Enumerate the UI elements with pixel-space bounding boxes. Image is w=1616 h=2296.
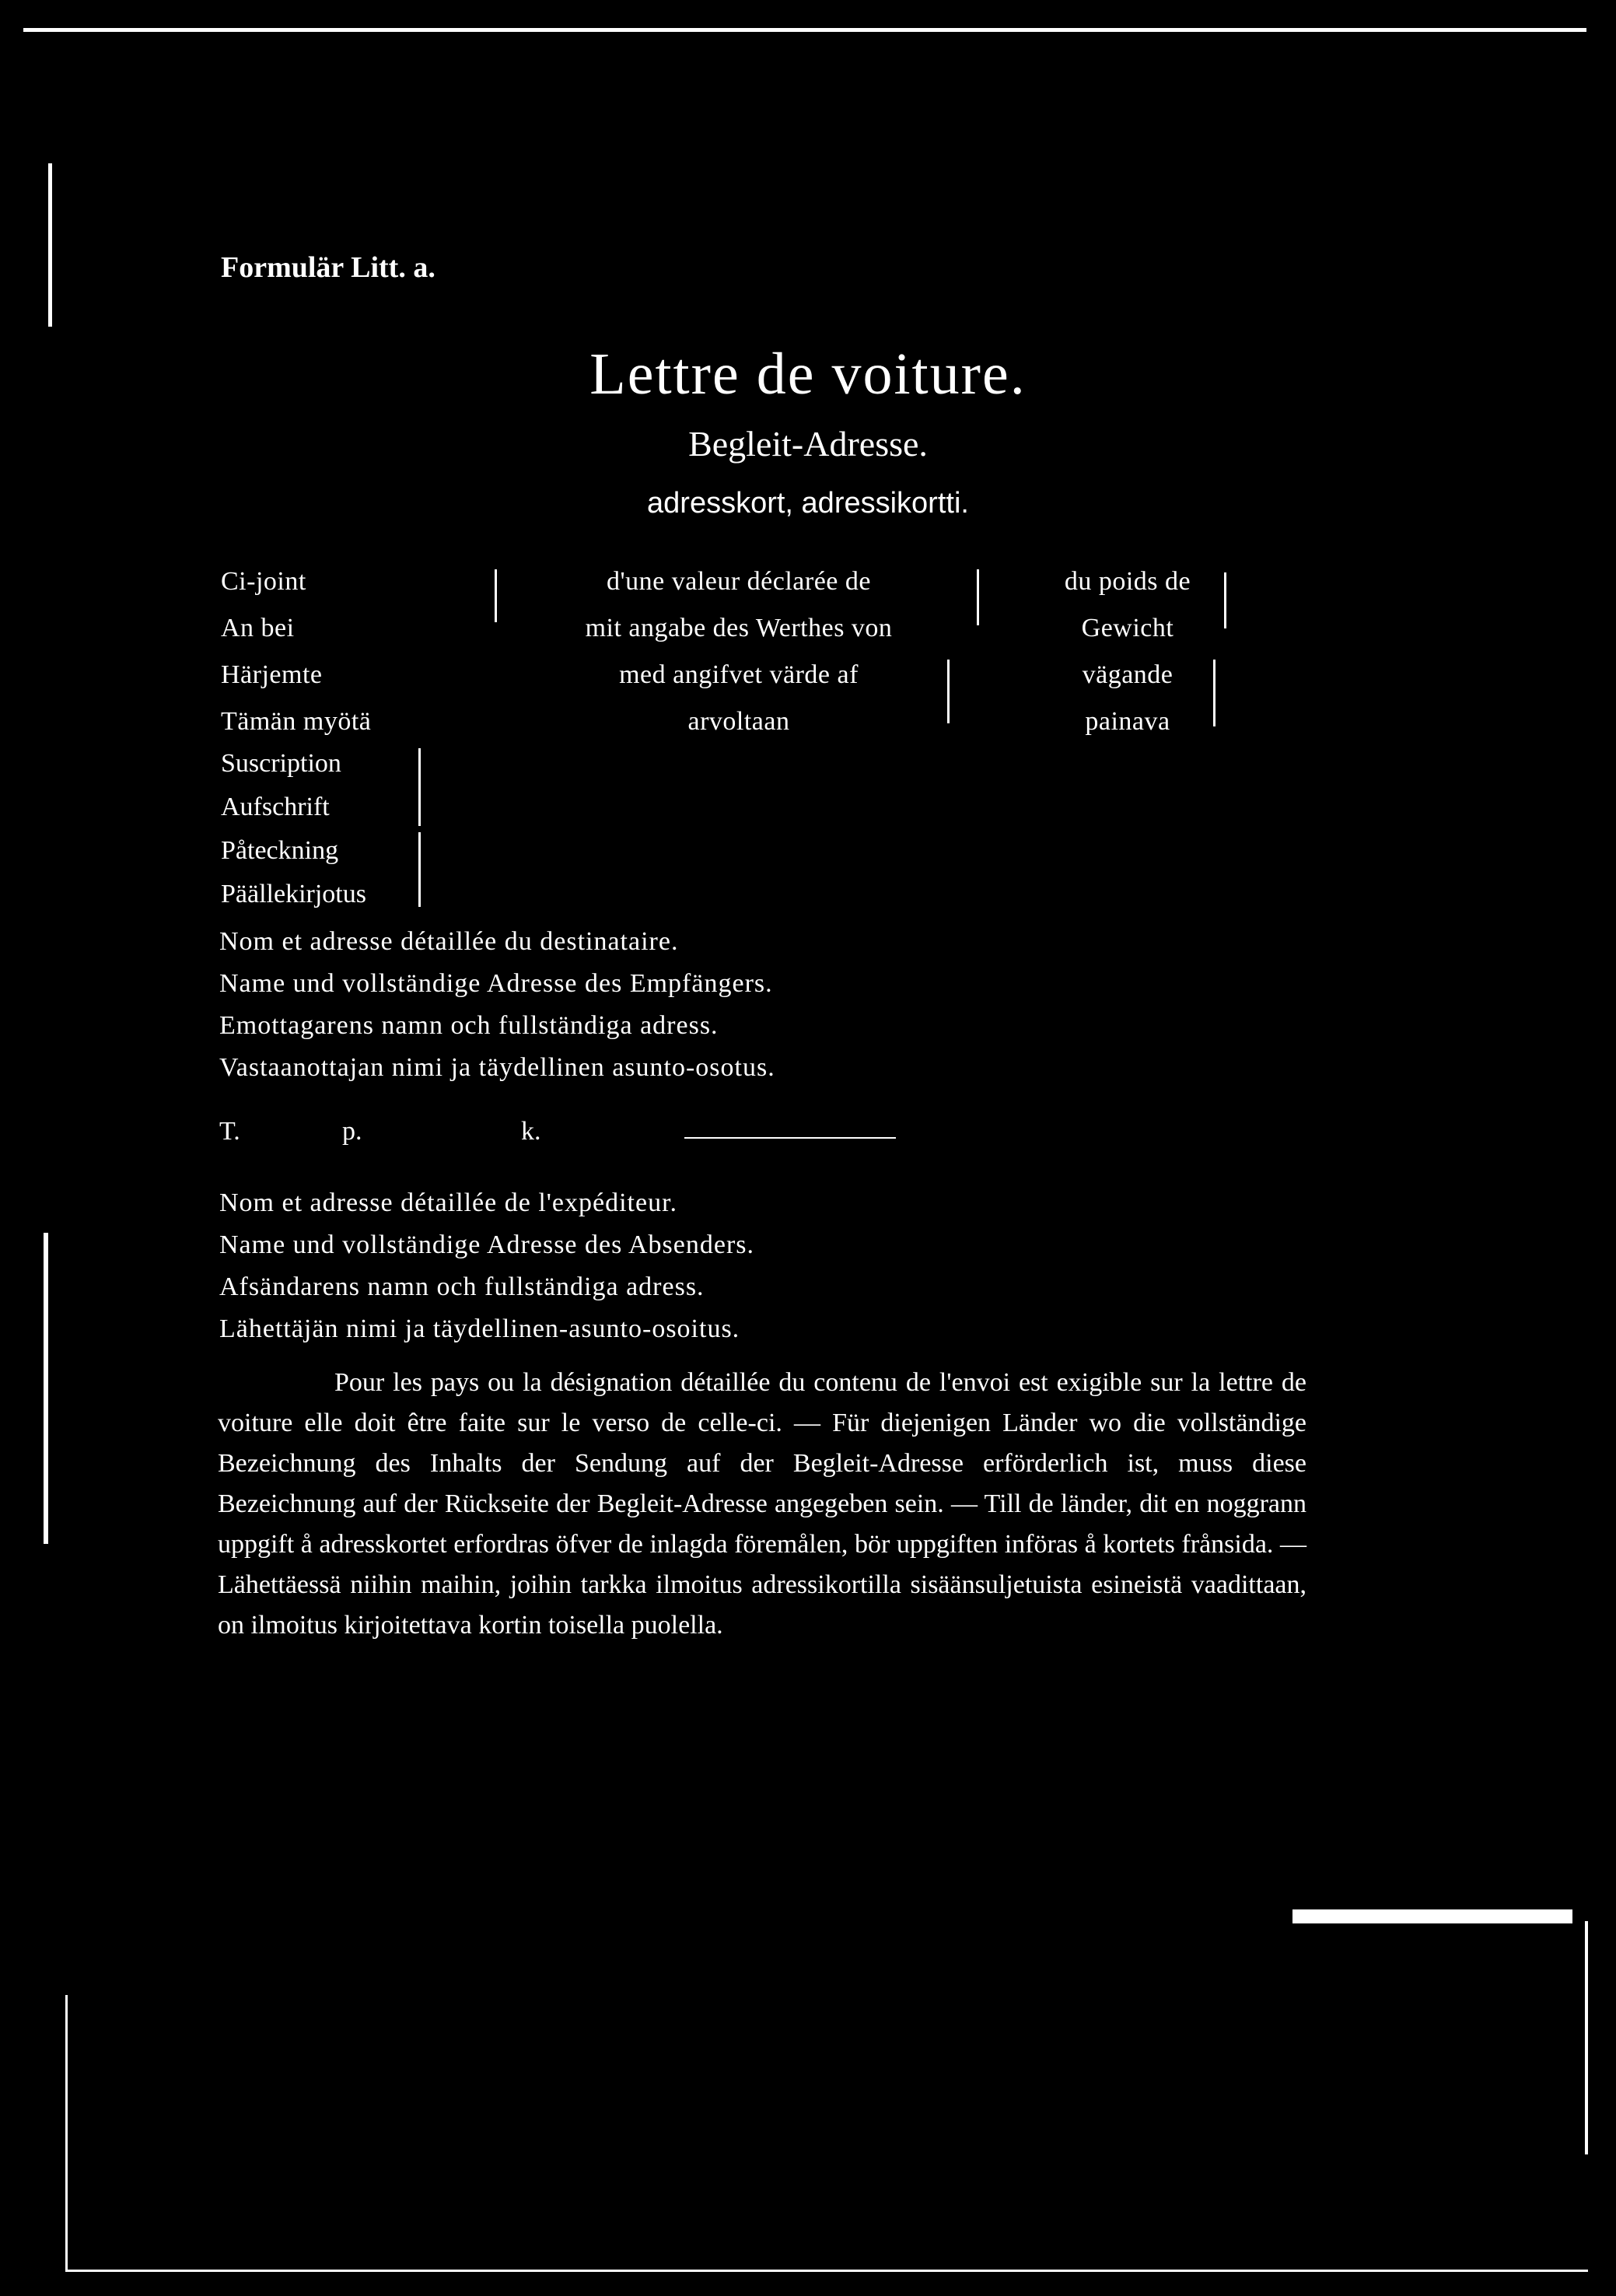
value-label: arvoltaan: [687, 707, 790, 736]
value-label: mit angabe des Werthes von: [585, 614, 893, 642]
sender-line: Afsändarens namn och fullständiga adress.: [219, 1272, 705, 1301]
superscription-label: Påteckning: [221, 836, 339, 865]
sender-line: Lähettäjän nimi ja täydellinen-asunto-osoitus.: [219, 1314, 740, 1343]
value-label: d'une valeur déclarée de: [607, 567, 871, 596]
weight-labels: [1019, 558, 1236, 745]
recipient-block: [219, 921, 775, 1089]
date-line: [219, 1111, 541, 1153]
enclosure-labels: [221, 558, 371, 745]
enclosure-label: Tämän myötä: [221, 707, 372, 736]
weight-bracket-bottom: [1213, 660, 1215, 726]
recipient-line: Vastaanottajan nimi ja täydellinen asunto-osotus.: [219, 1053, 775, 1082]
form-reference: Formulär Litt. a.: [221, 251, 435, 284]
value-bracket-right-bottom: [947, 660, 950, 723]
scan-edge-bottom-right-bar: [1292, 1909, 1572, 1923]
sender-line: Name und vollständige Adresse des Absenders.: [219, 1230, 754, 1259]
value-bracket-right-top: [977, 569, 979, 625]
subtitle-german: Begleit-Adresse.: [688, 424, 928, 464]
superscription-label: Aufschrift: [221, 793, 330, 821]
scan-edge-left-vertical-low: [65, 1995, 68, 2271]
scan-edge-bottom: [65, 2270, 1588, 2272]
superscription-label: Päällekirjotus: [221, 880, 366, 908]
value-label: med angifvet värde af: [619, 660, 859, 689]
weight-label: du poids de: [1064, 567, 1191, 596]
sender-line: Nom et adresse détaillée de l'expéditeur.: [219, 1188, 678, 1217]
value-bracket-left: [495, 569, 497, 622]
date-t-label: T.: [219, 1117, 240, 1146]
date-k-label: k.: [521, 1117, 541, 1146]
recipient-line: Emottagarens namn och fullständiga adress.: [219, 1011, 719, 1040]
scan-edge-right-vertical: [1585, 1921, 1588, 2154]
superscription-bracket-top: [418, 748, 421, 826]
content-declaration-notice: [218, 1363, 1306, 1646]
enclosure-label: Härjemte: [221, 660, 323, 689]
notice-text: Pour les pays ou la désignation détaillée du contenu de l'envoi est exigible sur la lettre de voiture elle doit être faite sur le verso de celle-ci. — Für diejenigen Länder wo die vollständige Bezeichnung des Inhalts der Sendung auf der Begleit-Adresse erförderlich ist, muss diese Bezeichnung auf der Rückseite der Begleit-Adresse angegeben sein. — Till de länder, dit en noggrann uppgift å adresskortet erfordras öfver de inlagda föremålen, bör uppgiften införas å kortets frånsida. — Lähettäessä niihin maihin, joihin tarkka ilmoitus adressikortilla sisäänsuljetuista esineistä vaadittaan, on ilmoitus kirjoitettava kortin toisella puolella.: [218, 1368, 1306, 1640]
value-labels: [498, 558, 980, 745]
weight-label: Gewicht: [1081, 614, 1174, 642]
scan-edge-left-bottom: [44, 1233, 48, 1544]
enclosure-label: Ci-joint: [221, 567, 306, 596]
scan-edge-top: [23, 28, 1586, 32]
sender-block: [219, 1182, 754, 1350]
scan-edge-left-top: [48, 163, 52, 327]
superscription-bracket-bottom: [418, 832, 421, 907]
recipient-line: Nom et adresse détaillée du destinataire.: [219, 927, 679, 956]
enclosure-label: An bei: [221, 614, 295, 642]
weight-label: vägande: [1082, 660, 1174, 689]
superscription-label: Suscription: [221, 749, 341, 778]
subtitle-swedish-finnish: adresskort, adressikortti.: [647, 487, 969, 520]
document-title: Lettre de voiture.: [589, 341, 1027, 407]
recipient-line: Name und vollständige Adresse des Empfängers.: [219, 969, 773, 998]
weight-bracket-top: [1224, 572, 1226, 628]
weight-label: painava: [1085, 707, 1170, 736]
superscription-labels: [221, 742, 366, 916]
date-p-label: p.: [342, 1117, 362, 1146]
date-underline: [684, 1137, 896, 1139]
